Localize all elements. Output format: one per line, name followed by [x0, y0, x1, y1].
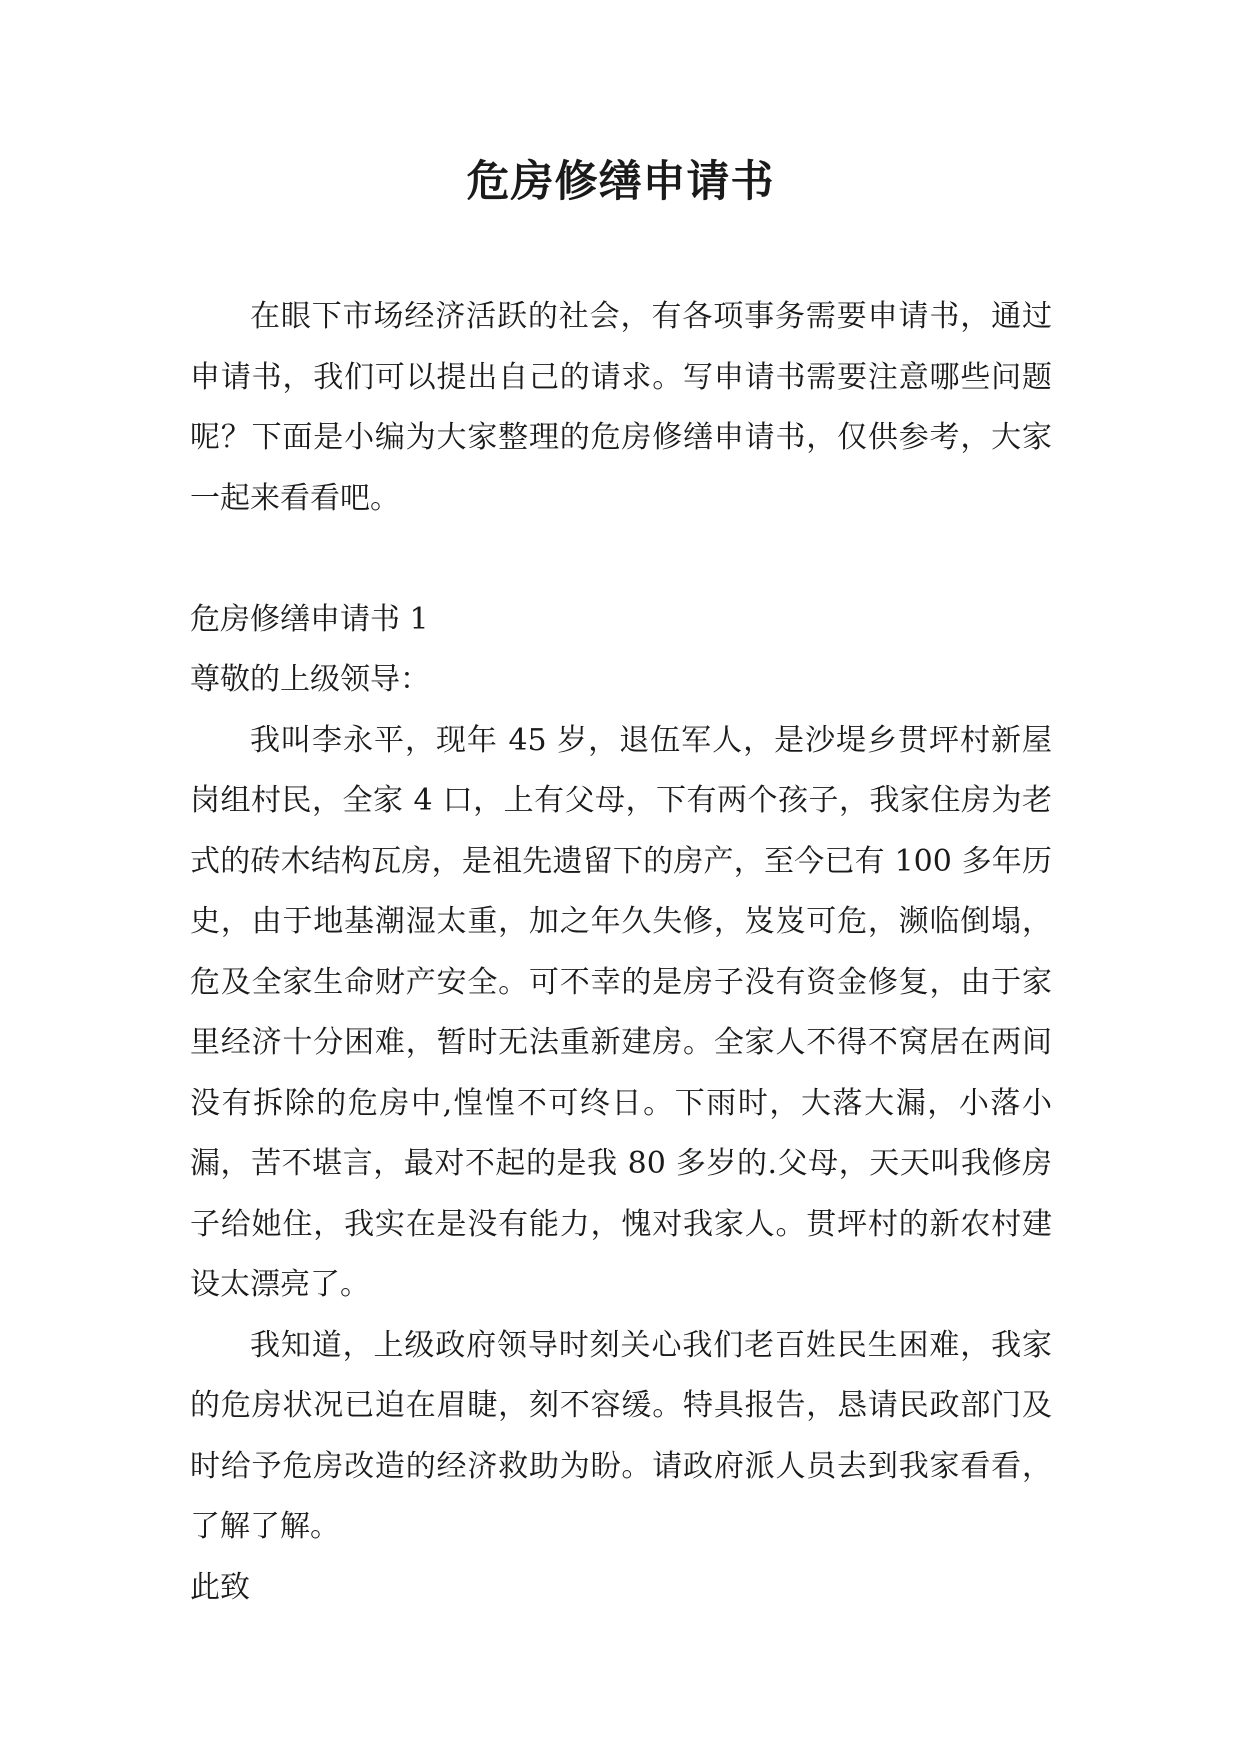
paragraph-spacer	[190, 529, 1052, 590]
document-title: 危房修缮申请书	[466, 157, 775, 207]
closing: 此致	[190, 1569, 250, 1605]
intro-paragraph: 在眼下市场经济活跃的社会，有各项事务需要申请书，通过申请书，我们可以提出自己的请求。写申请书需要注意哪些问题呢？下面是小编为大家整理的危房修缮申请书，仅供参考，大家一起来看看吧。	[190, 299, 1052, 516]
body-paragraph: 我知道，上级政府领导时刻关心我们老百姓民生困难，我家的危房状况已迫在眉睫，刻不容缓。特具报告，恳请民政部门及时给予危房改造的经济救助为盼。请政府派人员去到我家看看，了解了解。	[190, 1327, 1052, 1544]
salutation: 尊敬的上级领导：	[190, 662, 430, 697]
section-heading: 危房修缮申请书 1	[190, 601, 429, 637]
document-body	[190, 287, 1052, 1618]
body-paragraph: 我叫李永平，现年 45 岁，退伍军人，是沙堤乡贯坪村新屋岗组村民，全家 4 口，上有父母，下有两个孩子，我家住房为老式的砖木结构瓦房，是祖先遗留下的房产，至今已有 100 多年历史，由于地基潮湿太重，加之年久失修，岌岌可危，濒临倒塌，危及全家生命财产安全。可不幸的是房子没有资金修复，由于家里经济十分困难，暂时无法重新建房。全家人不得不窝居在两间没有拆除的危房中,惶惶不可终日。下雨时，大落大漏，小落小漏，苦不堪言，最对不起的是我 80 多岁的.父母，天天叫我修房子给她住，我实在是没有能力，愧对我家人。贯坪村的新农村建设太漂亮了。	[190, 722, 1052, 1302]
